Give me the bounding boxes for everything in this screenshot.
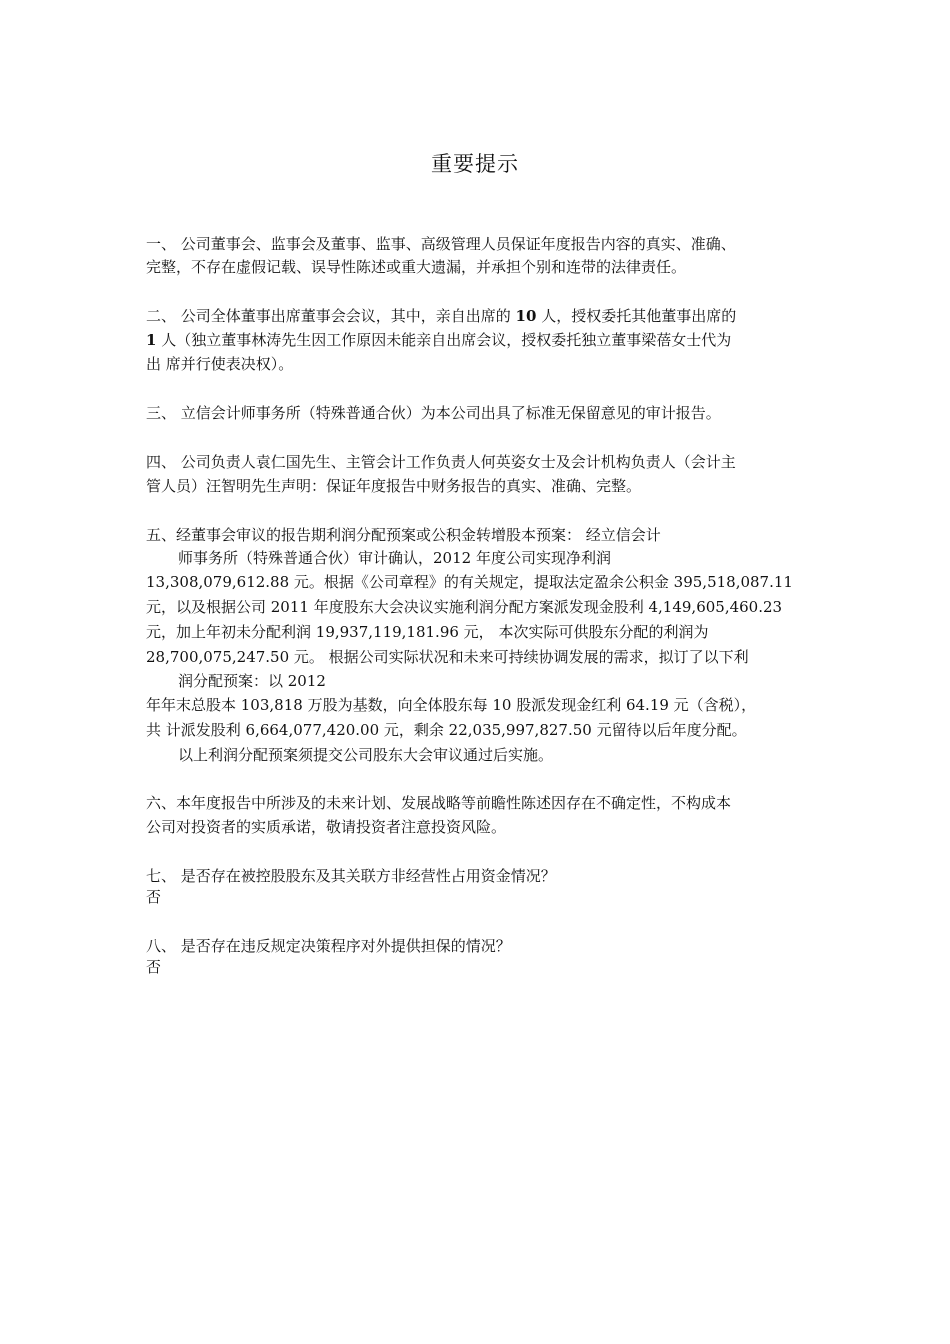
section-2-line-1	[146, 305, 736, 327]
section-8-question: 八、 是否存在违反规定决策程序对外提供担保的情况？	[146, 937, 511, 955]
section-4-line-2: 管人员）汪智明先生声明：保证年度报告中财务报告的真实、准确、完整。	[146, 477, 642, 495]
section-2-text: 人（独立董事林涛先生因工作原因未能亲自出席会议，授权委托独立董事梁蓓女士代为	[156, 331, 732, 349]
section-5-line-9: 共 计派发股利 6,664,077,420.00 元，剩余 22,035,997,827.50 元留待以后年度分配。	[146, 721, 747, 739]
section-5-line-2: 师事务所（特殊普通合伙）审计确认，2012 年度公司实现净利润	[178, 549, 611, 567]
section-5-line-7: 润分配预案：以 2012	[178, 672, 326, 690]
section-1-line-2: 完整，不存在虚假记载、误导性陈述或重大遗漏，并承担个别和连带的法律责任。	[146, 258, 687, 276]
section-5-line-1: 五、经董事会审议的报告期利润分配预案或公积金转增股本预案： 经立信会计	[146, 526, 661, 544]
section-6-line-1: 六、本年度报告中所涉及的未来计划、发展战略等前瞻性陈述因存在不确定性，不构成本	[146, 794, 732, 812]
section-3-line-1: 三、 立信会计师事务所（特殊普通合伙）为本公司出具了标准无保留意见的审计报告。	[146, 404, 721, 422]
section-2-proxy-count: 1	[146, 331, 157, 349]
section-7-question: 七、 是否存在被控股股东及其关联方非经营性占用资金情况？	[146, 867, 556, 885]
section-5-line-4: 元，以及根据公司 2011 年度股东大会决议实施利润分配方案派发现金股利 4,149,605,460.23	[146, 598, 783, 616]
section-2-line-3: 出 席并行使表决权）。	[146, 355, 294, 373]
section-5-line-10: 以上利润分配预案须提交公司股东大会审议通过后实施。	[178, 746, 554, 764]
section-2-text: 人，授权委托其他董事出席的	[536, 307, 737, 325]
section-2-line-2	[146, 329, 731, 351]
section-2-text: 二、 公司全体董事出席董事会会议，其中，亲自出席的	[146, 307, 516, 325]
section-5-line-8: 年年末总股本 103,818 万股为基数，向全体股东每 10 股派发现金红利 64.19 元（含税），	[146, 696, 757, 714]
page-title: 重要提示	[431, 152, 519, 176]
section-5-line-6: 28,700,075,247.50 元。 根据公司实际状况和未来可持续协调发展的需求，拟订了以下利	[146, 648, 749, 666]
section-6-line-2: 公司对投资者的实质承诺，敬请投资者注意投资风险。	[146, 818, 507, 836]
section-5-line-3: 13,308,079,612.88 元。根据《公司章程》的有关规定，提取法定盈余公积金 395,518,087.11	[146, 573, 793, 591]
section-2-present-count: 10	[515, 307, 537, 325]
section-8-answer: 否	[146, 958, 162, 976]
section-4-line-1: 四、 公司负责人袁仁国先生、主管会计工作负责人何英姿女士及会计机构负责人（会计主	[146, 453, 736, 471]
section-1-line-1: 一、 公司董事会、监事会及董事、监事、高级管理人员保证年度报告内容的真实、准确、	[146, 235, 736, 253]
section-5-line-5: 元，加上年初未分配利润 19,937,119,181.96 元， 本次实际可供股东分配的利润为	[146, 623, 709, 641]
section-7-answer: 否	[146, 888, 162, 906]
